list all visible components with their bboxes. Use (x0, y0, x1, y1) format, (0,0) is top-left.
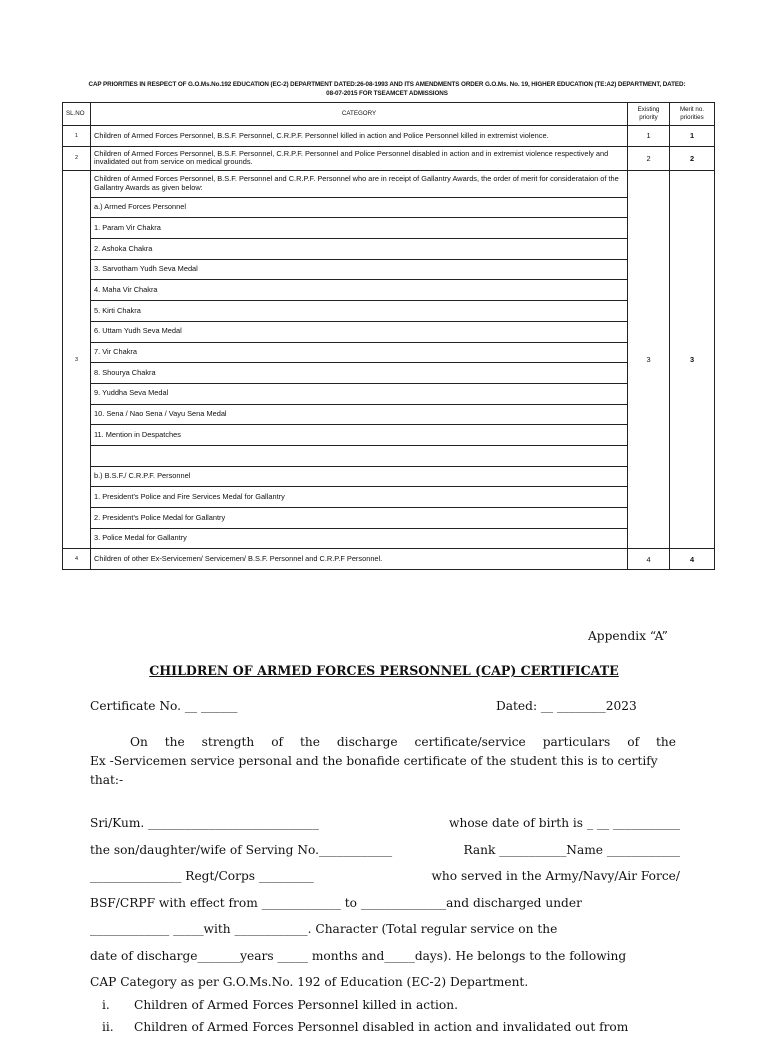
row-slno: 3 (63, 170, 91, 549)
list-item-text: Children of Armed Forces Personnel disabled in action and invalidated out from (134, 1020, 629, 1034)
row-subcategory: 9. Yuddha Seva Medal (91, 383, 628, 404)
row-subcategory: 11. Mention in Despatches (91, 425, 628, 446)
list-item-number: i. (102, 998, 110, 1012)
fill-line-segment: CAP Category as per G.O.Ms.No. 192 of Education (EC-2) Department. (90, 975, 529, 989)
row-subcategory: 4. Maha Vir Chakra (91, 280, 628, 301)
row-subcategory: 3. Sarvotham Yudh Seva Medal (91, 259, 628, 280)
list-item (102, 1016, 702, 1038)
row-subcategory: a.) Armed Forces Personnel (91, 197, 628, 218)
row-subcategory (91, 445, 628, 466)
table-row (63, 126, 715, 147)
row-subcategory: 2. Ashoka Chakra (91, 239, 628, 260)
intro-line-3: that:- (90, 773, 124, 787)
fill-line (90, 916, 680, 943)
fill-line (90, 810, 680, 837)
fill-line (90, 969, 680, 996)
header-existing-priority: Existing priority (628, 103, 670, 126)
appendix-label: Appendix “A” (588, 629, 668, 643)
certificate-title: CHILDREN OF ARMED FORCES PERSONNEL (CAP) CERTIFICATE (149, 663, 619, 678)
row-existing-priority: 2 (628, 146, 670, 170)
row-subcategory: 10. Sena / Nao Sena / Vayu Sena Medal (91, 404, 628, 425)
table-row (63, 466, 715, 487)
fill-line-segment: Rank ___________Name ____________ (463, 842, 680, 857)
fill-line-segment: who served in the Army/Navy/Air Force/ (431, 869, 680, 883)
table-header-row (63, 103, 715, 126)
certificate-intro (90, 733, 676, 790)
row-category: Children of Armed Forces Personnel, B.S.F. Personnel and C.R.P.F. Personnel who are in receipt of Gallantry Awards, the order of merit for considerataion of the Gallantry Awards as given below: (91, 170, 628, 197)
row-subcategory: 7. Vir Chakra (91, 342, 628, 363)
table-row (63, 508, 715, 529)
row-subcategory: 1. Param Vir Chakra (91, 218, 628, 239)
fill-line-segment: BSF/CRPF with effect from _____________ to ______________and discharged under (90, 895, 582, 910)
header-slno: SL.NO (63, 103, 91, 126)
fill-line (90, 943, 680, 970)
cap-category-list (102, 994, 702, 1038)
fill-line-segment: Sri/Kum. ____________________________ (90, 816, 319, 830)
fill-line-segment: whose date of birth is _ __ ___________ (449, 816, 680, 830)
row-subcategory: 3. Police Medal for Gallantry (91, 528, 628, 549)
intro-line-1: On the strength of the discharge certificate/service particulars of the (130, 735, 676, 749)
table-row (63, 342, 715, 363)
row-subcategory: 5. Kirti Chakra (91, 301, 628, 322)
fill-line-segment: _______________ Regt/Corps _________ (90, 869, 314, 883)
heading-line-2: 08-07-2015 FOR TSEAMCET ADMISSIONS (326, 90, 448, 97)
table-row (63, 321, 715, 342)
row-subcategory: 8. Shourya Chakra (91, 363, 628, 384)
table-row (63, 239, 715, 260)
document-heading (62, 80, 712, 98)
intro-line-2: Ex -Servicemen service personal and the bonafide certificate of the student this is to certify (90, 754, 658, 768)
fill-line-segment: _____________ _____with ____________. Character (Total regular service on the (90, 922, 558, 936)
fill-line (90, 837, 680, 864)
header-category: CATEGORY (91, 103, 628, 126)
table-row (63, 445, 715, 466)
fill-line-segment: date of discharge_______years _____ months and_____days). He belongs to the following (90, 948, 627, 963)
certificate-number-field: Certificate No. __ ______ (90, 699, 238, 713)
row-category: Children of other Ex-Servicemen/ Servicemen/ B.S.F. Personnel and C.R.P.F Personnel. (91, 549, 628, 570)
table-row (63, 549, 715, 570)
table-row (63, 363, 715, 384)
cap-priorities-table (62, 102, 715, 570)
fill-line (90, 863, 680, 890)
row-merit-priority: 2 (670, 146, 715, 170)
fill-line (90, 890, 680, 917)
table-row (63, 259, 715, 280)
row-merit-priority: 4 (670, 549, 715, 570)
row-merit-priority: 1 (670, 126, 715, 147)
row-existing-priority: 4 (628, 549, 670, 570)
header-merit-priorities: Merit no. priorities (670, 103, 715, 126)
table-row (63, 197, 715, 218)
row-slno: 4 (63, 549, 91, 570)
row-subcategory: 1. President's Police and Fire Services Medal for Gallantry (91, 487, 628, 508)
row-slno: 2 (63, 146, 91, 170)
certificate-date-field: Dated: __ ________2023 (496, 699, 637, 713)
row-existing-priority: 1 (628, 126, 670, 147)
row-category: Children of Armed Forces Personnel, B.S.F. Personnel, C.R.P.F. Personnel killed in action and Police Personnel killed in extremist violence. (91, 126, 628, 147)
row-slno: 1 (63, 126, 91, 147)
table-row (63, 146, 715, 170)
row-subcategory: b.) B.S.F./ C.R.P.F. Personnel (91, 466, 628, 487)
certificate-fill-section (90, 810, 680, 996)
row-subcategory: 6. Uttam Yudh Seva Medal (91, 321, 628, 342)
table-row (63, 425, 715, 446)
table-row (63, 280, 715, 301)
row-merit-priority: 3 (670, 170, 715, 549)
row-existing-priority: 3 (628, 170, 670, 549)
row-category: Children of Armed Forces Personnel, B.S.F. Personnel, C.R.P.F. Personnel and Police Personnel disabled in action and in extremist violence respectively and invalidated out from service on medical grounds. (91, 146, 628, 170)
fill-line-segment: the son/daughter/wife of Serving No.____________ (90, 842, 393, 857)
table-row (63, 528, 715, 549)
table-row (63, 170, 715, 197)
table-row (63, 301, 715, 322)
heading-line-1: CAP PRIORITIES IN RESPECT OF G.O.Ms.No.192 EDUCATION (EC-2) DEPARTMENT DATED:26-08-1993 AND ITS AMENDMENTS ORDER G.O.Ms. No. 19, HIGHER EDUCATION (TE:A2) DEPARTMENT, DATED: (88, 81, 686, 88)
row-subcategory: 2. President's Police Medal for Gallantry (91, 508, 628, 529)
list-item-text: Children of Armed Forces Personnel killed in action. (134, 998, 458, 1012)
table-row (63, 487, 715, 508)
list-item-number: ii. (102, 1020, 114, 1034)
table-row (63, 404, 715, 425)
table-row (63, 383, 715, 404)
table-row (63, 218, 715, 239)
list-item (102, 994, 702, 1016)
